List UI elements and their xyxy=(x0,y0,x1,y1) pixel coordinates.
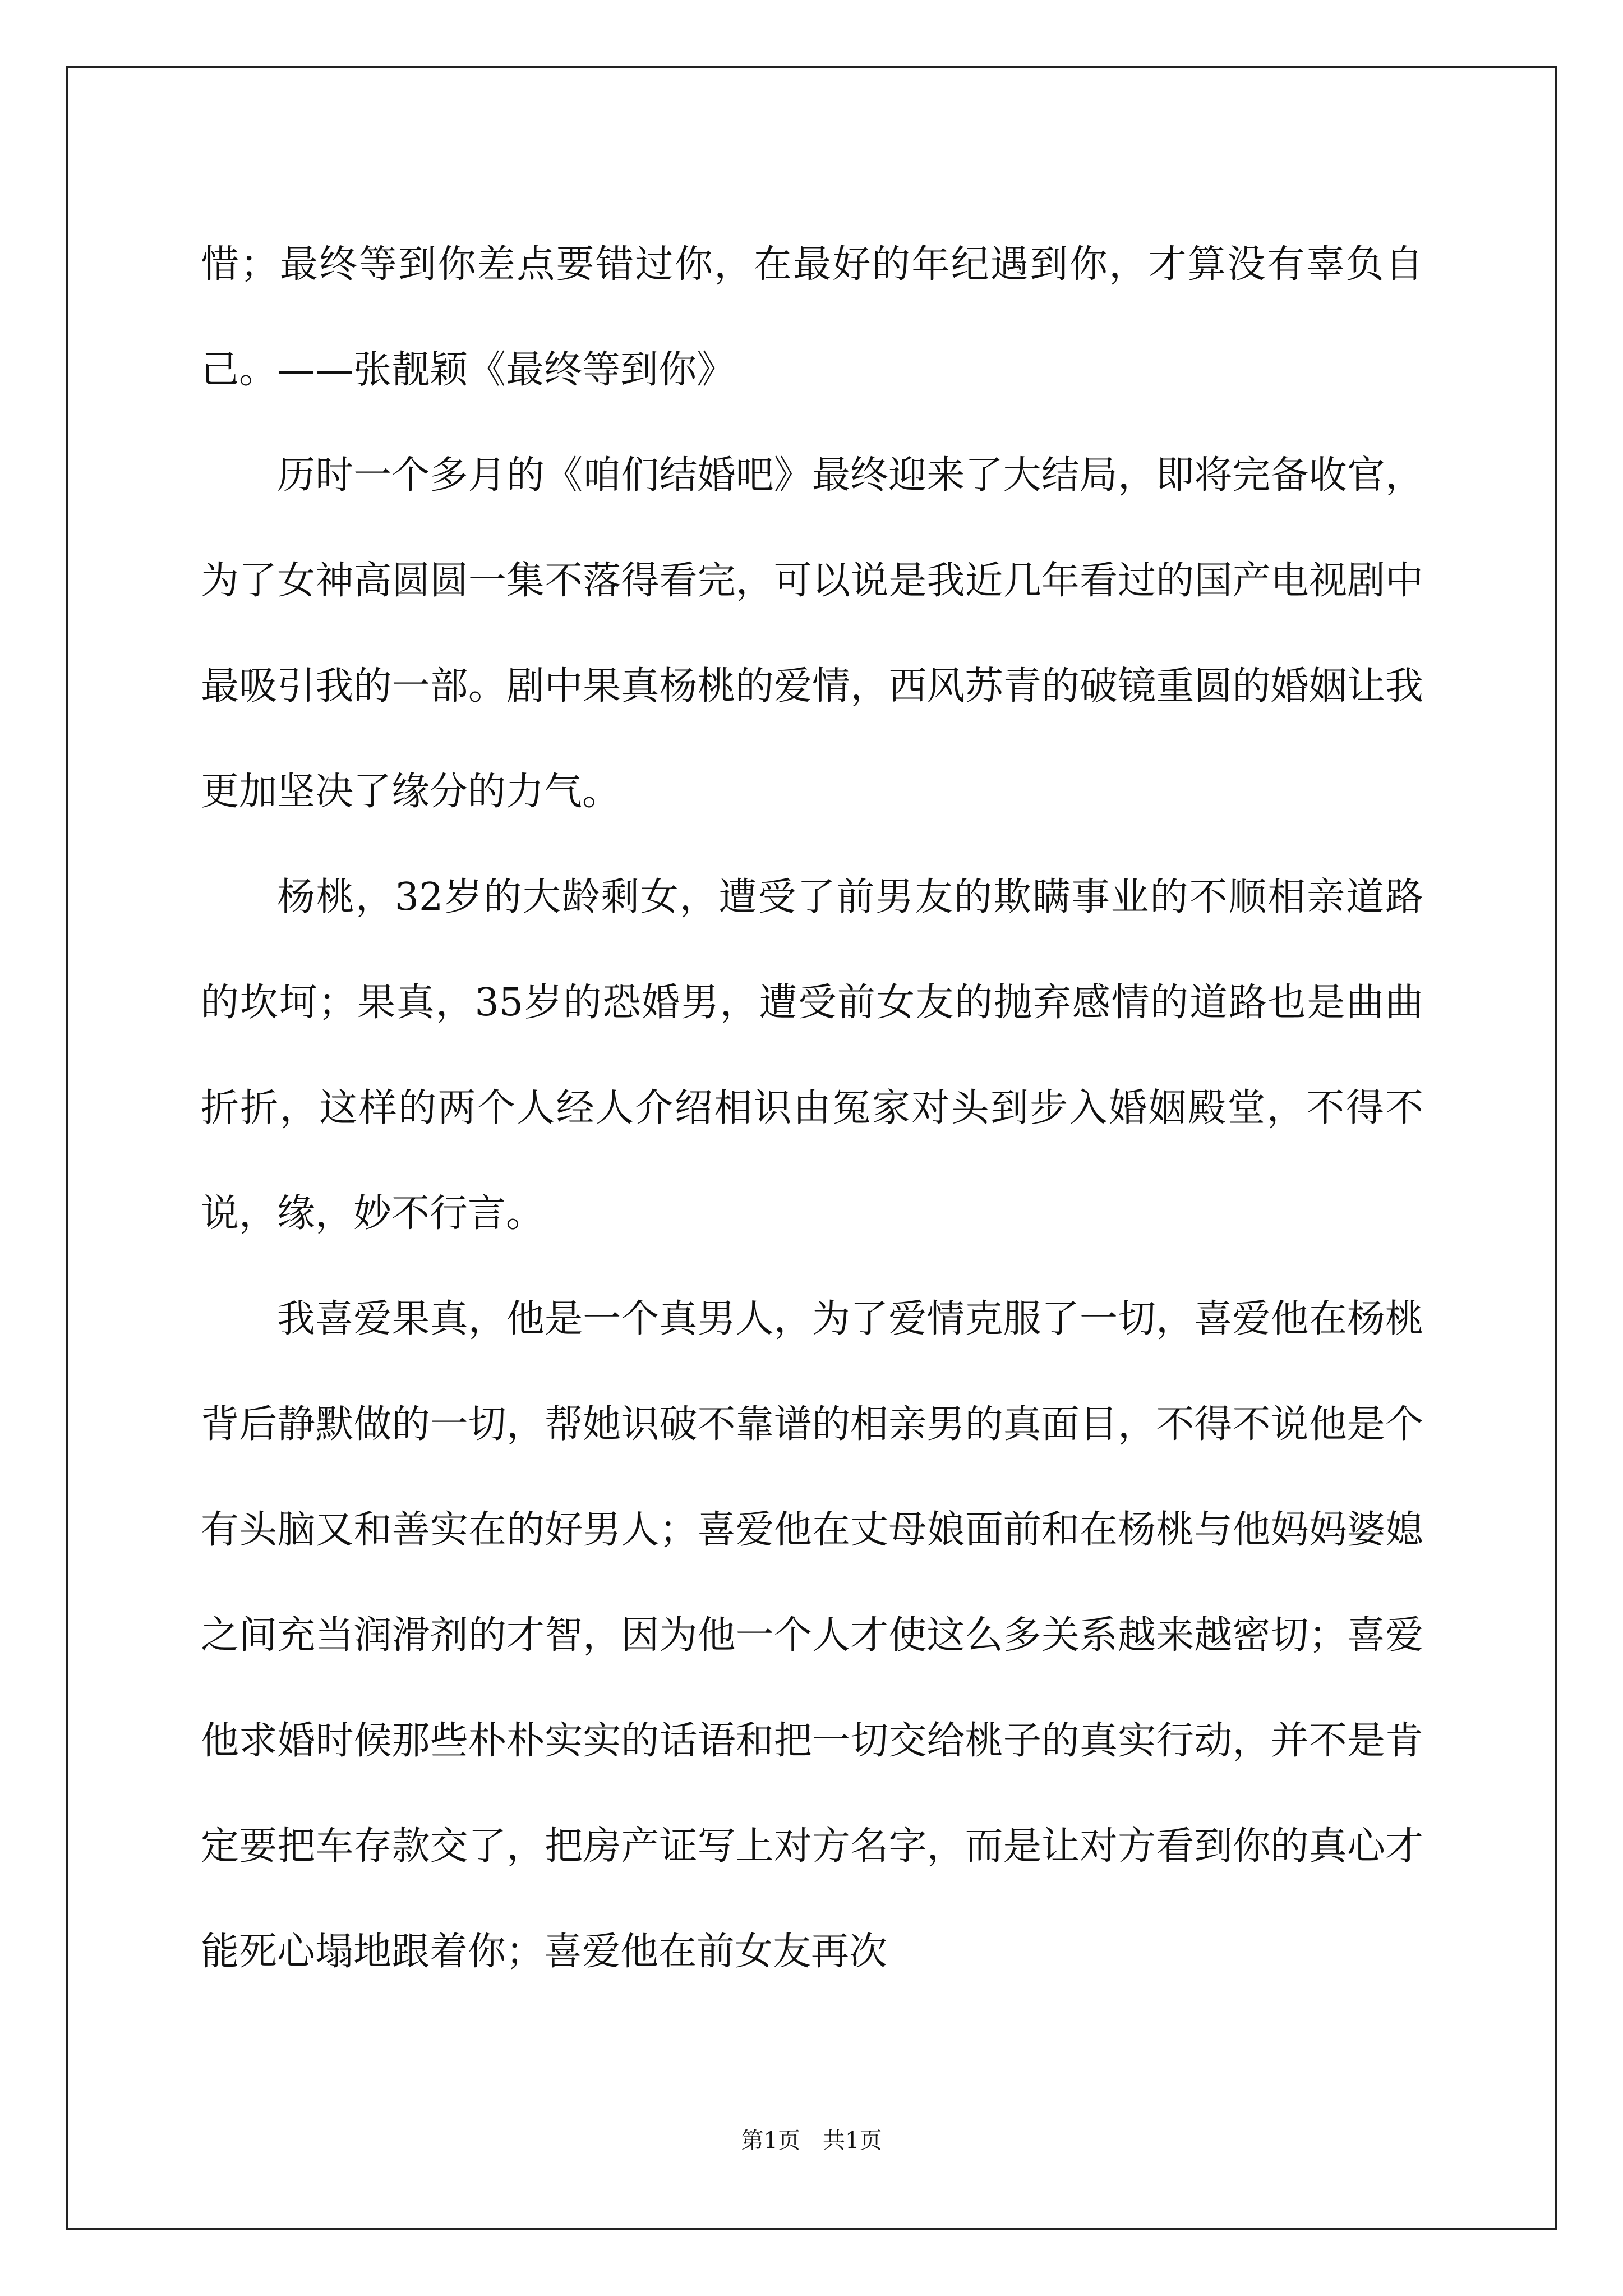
paragraph: 历时一个多月的《咱们结婚吧》最终迎来了大结局，即将完备收官，为了女神高圆圆一集不落得看完，可以说是我近几年看过的国产电视剧中最吸引我的一部。剧中果真杨桃的爱情，西风苏青的破镜重圆的婚姻让我更加坚决了缘分的力气。 xyxy=(201,453,1423,814)
document-body xyxy=(201,212,1423,2005)
page-number-footer: 第1页 共1页 xyxy=(741,2128,882,2154)
paragraph: 惜；最终等到你差点要错过你，在最好的年纪遇到你，才算没有辜负自己。——张靓颖《最终等到你》 xyxy=(201,242,1423,392)
paragraph: 杨桃，32岁的大龄剩女，遭受了前男友的欺瞒事业的不顺相亲道路的坎坷；果真，35岁的恐婚男，遭受前女友的抛弃感情的道路也是曲曲折折，这样的两个人经人介绍相识由冤家对头到步入婚姻殿堂，不得不说，缘，妙不行言。 xyxy=(201,875,1423,1236)
paragraph: 我喜爱果真，他是一个真男人，为了爱情克服了一切，喜爱他在杨桃背后静默做的一切，帮她识破不靠谱的相亲男的真面目，不得不说他是个有头脑又和善实在的好男人；喜爱他在丈母娘面前和在杨桃与他妈妈婆媳之间充当润滑剂的才智，因为他一个人才使这么多关系越来越密切；喜爱他求婚时候那些朴朴实实的话语和把一切交给桃子的真实行动，并不是肯定要把车存款交了，把房产证写上对方名字，而是让对方看到你的真心才能死心塌地跟着你；喜爱他在前女友再次 xyxy=(201,1297,1423,1974)
